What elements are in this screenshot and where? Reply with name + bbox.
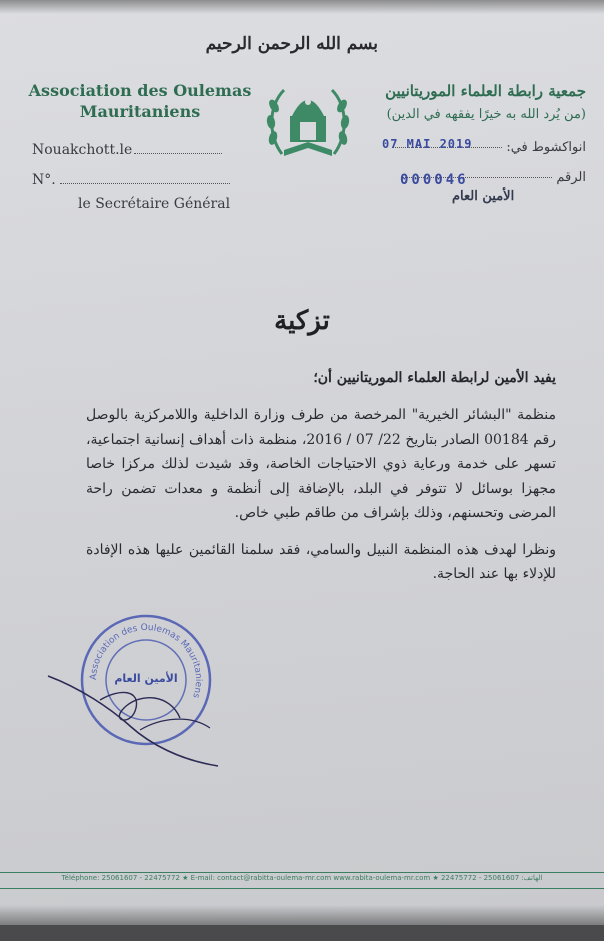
- association-name-ar: جمعية رابطة العلماء الموريتانيين: [385, 82, 586, 100]
- body-paragraph: ونظرا لهدف هذه المنظمة النبيل والسامي، فقد سلمنا القائمين عليها هذه الإفادة للإدلاء بها عند الحاجة.: [86, 541, 556, 582]
- dotted-line: [60, 183, 230, 184]
- date-stamp: 07 MAI 2019: [382, 137, 473, 151]
- reference-label-ar: الرقم: [556, 170, 586, 185]
- date-label-ar: انواكشوط في:: [506, 140, 586, 155]
- city-date-field: [32, 142, 222, 158]
- body-paragraph: منظمة "البشائر الخيرية" المرخصة من طرف وزارة الداخلية واللامركزية بالوصل رقم 00184 الصادر بتاريخ 22/ 07 / 2016، منظمة ذات أهداف إنسانية اجتماعية، تسهر على خدمة ورعاية ذوي الاحتياجات الخاصة، وقد شيدت لذلك مركزا خاصا مجهزا بوسائل لا تتوفر في البلد، بالإضافة إلى أنظمة و معدات تضمن راحة المرضى وتحسنهم، وذلك بإشراف من طاقم طبي خاص.: [86, 407, 556, 521]
- footer-divider: [0, 872, 604, 873]
- page-shadow: [0, 0, 604, 14]
- association-name-fr-line2: Mauritaniens: [79, 102, 201, 121]
- motto-ar: (من يُرد الله به خيرًا يفقهه في الدين): [386, 107, 586, 122]
- stamp-center-text: الأمين العام: [114, 672, 178, 685]
- page-shadow: [0, 905, 604, 925]
- reference-label: N°.: [32, 172, 56, 188]
- city-label: Nouakchott.le: [32, 142, 133, 158]
- document-body: [86, 403, 556, 599]
- handwritten-signature: [40, 648, 240, 778]
- association-logo: [262, 76, 354, 168]
- reference-field: [32, 172, 230, 188]
- basmala-calligraphy: بسم الله الرحمن الرحيم: [205, 34, 378, 54]
- association-name-fr: [20, 80, 260, 122]
- secretary-general-fr: le Secrétaire Général: [78, 196, 231, 212]
- reference-number-stamp: 000046: [400, 172, 469, 188]
- footer-contact: Téléphone: 25061607 - 22475772 ★ E-mail: contact@rabitta-oulema-mr.com www.rabita-oulema-mr.com ★ 22475772 - 25061607 :الهاتف: [61, 874, 543, 882]
- dotted-line: [134, 153, 222, 154]
- document-intro: يفيد الأمين لرابطة العلماء الموريتانيين أن؛: [313, 370, 556, 386]
- secretary-general-ar: الأمين العام: [452, 189, 515, 204]
- footer-divider: [0, 888, 604, 889]
- document-title: تزكية: [274, 306, 330, 336]
- stamp-ring-text: Association des Oulemas Mauritaniens: [88, 622, 204, 700]
- association-name-fr-line1: Association des Oulemas: [28, 81, 252, 100]
